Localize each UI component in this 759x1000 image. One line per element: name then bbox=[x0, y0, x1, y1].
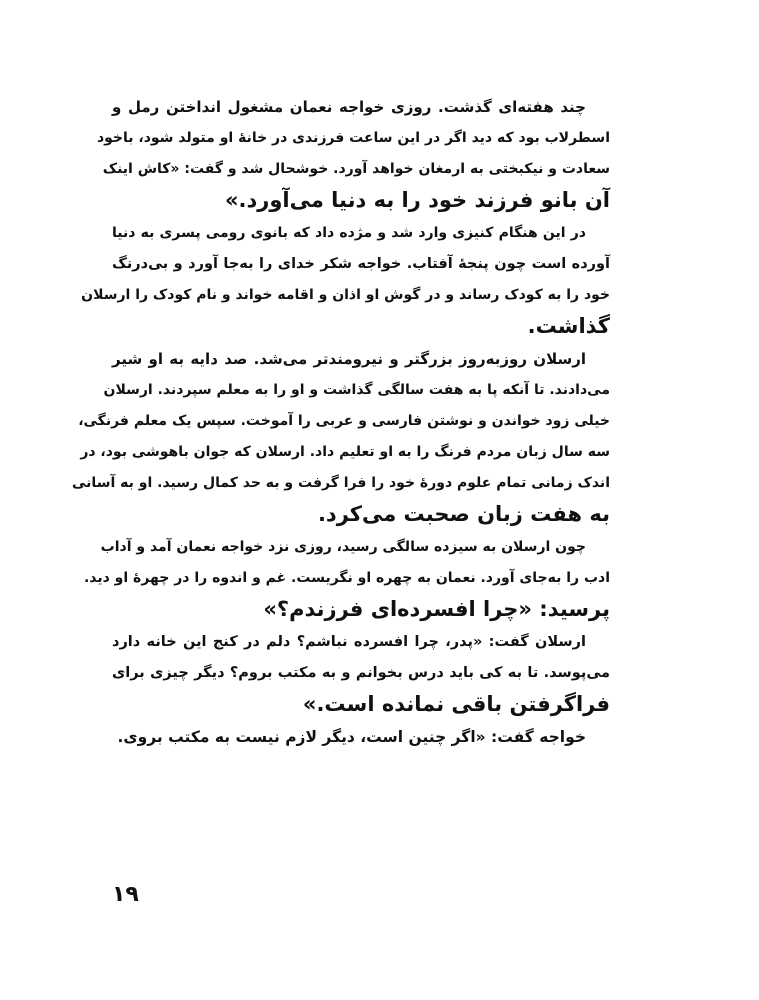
text-line: در این هنگام کنیزی وارد شد و مژده داد که بانوی رومی پسری به دنیا bbox=[112, 225, 586, 241]
text-line: خود را به کودک رساند و در گوش او اذان و اقامه خواند و نام کودک را ارسلان bbox=[81, 287, 610, 303]
text-line: چون ارسلان به سیزده سالگی رسید، روزی نزد خواجه نعمان آمد و آداب bbox=[100, 539, 586, 555]
text-line: به هفت زبان صحبت می‌کرد. bbox=[317, 502, 610, 526]
paragraph-1 bbox=[96, 92, 610, 216]
text-line: اسطرلاب بود که دید اگر در این ساعت فرزندی در خانهٔ او متولد شود، باخود bbox=[96, 130, 610, 146]
text-line: خیلی زود خواندن و نوشتن فارسی و عربی را آموخت. سپس یک معلم فرنگی، bbox=[78, 413, 610, 429]
text-line: سه سال زبان مردم فرنگ را به او تعلیم داد. ارسلان که جوان باهوشی بود، در bbox=[80, 444, 610, 460]
paragraph-6 bbox=[112, 722, 610, 753]
text-line: می‌دادند. تا آنکه پا به هفت سالگی گذاشت و او را به معلم سپردند. ارسلان bbox=[103, 382, 610, 398]
text-line: آورده است چون پنجهٔ آفتاب. خواجه شکر خدای را به‌جا آورد و بی‌درنگ bbox=[112, 256, 610, 272]
text-line: اندک زمانی تمام علوم دورهٔ خود را فرا گرفت و به حد کمال رسید. او به آسانی bbox=[72, 475, 610, 491]
text-line: می‌پوسد. تا به کی باید درس بخوانم و به مکتب بروم؟ دیگر چیزی برای bbox=[112, 665, 610, 681]
text-line: سعادت و نیکبختی به ارمغان خواهد آورد. خوشحال شد و گفت: «کاش اینک bbox=[102, 161, 610, 177]
text-line: آن بانو فرزند خود را به دنیا می‌آورد.» bbox=[224, 188, 610, 212]
paragraph-3 bbox=[72, 344, 610, 530]
page-number: ۱۹ bbox=[112, 882, 139, 907]
text-line: گذاشت. bbox=[527, 314, 610, 338]
body-text bbox=[72, 92, 610, 753]
paragraph-5 bbox=[112, 627, 610, 720]
text-line: فراگرفتن باقی نمانده است.» bbox=[302, 692, 610, 716]
text-line: ادب را به‌جای آورد. نعمان به چهره او نگریست. غم و اندوه را در چهرهٔ او دید. bbox=[83, 570, 610, 586]
text-line: ارسلان گفت: «پدر، چرا افسرده نباشم؟ دلم در کنج این خانه دارد bbox=[112, 634, 586, 650]
text-line: خواجه گفت: «اگر چنین است، دیگر لازم نیست به مکتب بروی. bbox=[117, 728, 586, 746]
paragraph-4 bbox=[83, 532, 610, 625]
paragraph-2 bbox=[81, 218, 610, 342]
text-line: ارسلان روزبه‌روز بزرگتر و نیرومندتر می‌شد. صد دایه به او شیر bbox=[112, 350, 586, 368]
text-line: چند هفته‌ای گذشت. روزی خواجه نعمان مشغول انداختن رمل و bbox=[112, 98, 586, 116]
text-line: پرسید: «چرا افسرده‌ای فرزندم؟» bbox=[263, 597, 610, 621]
